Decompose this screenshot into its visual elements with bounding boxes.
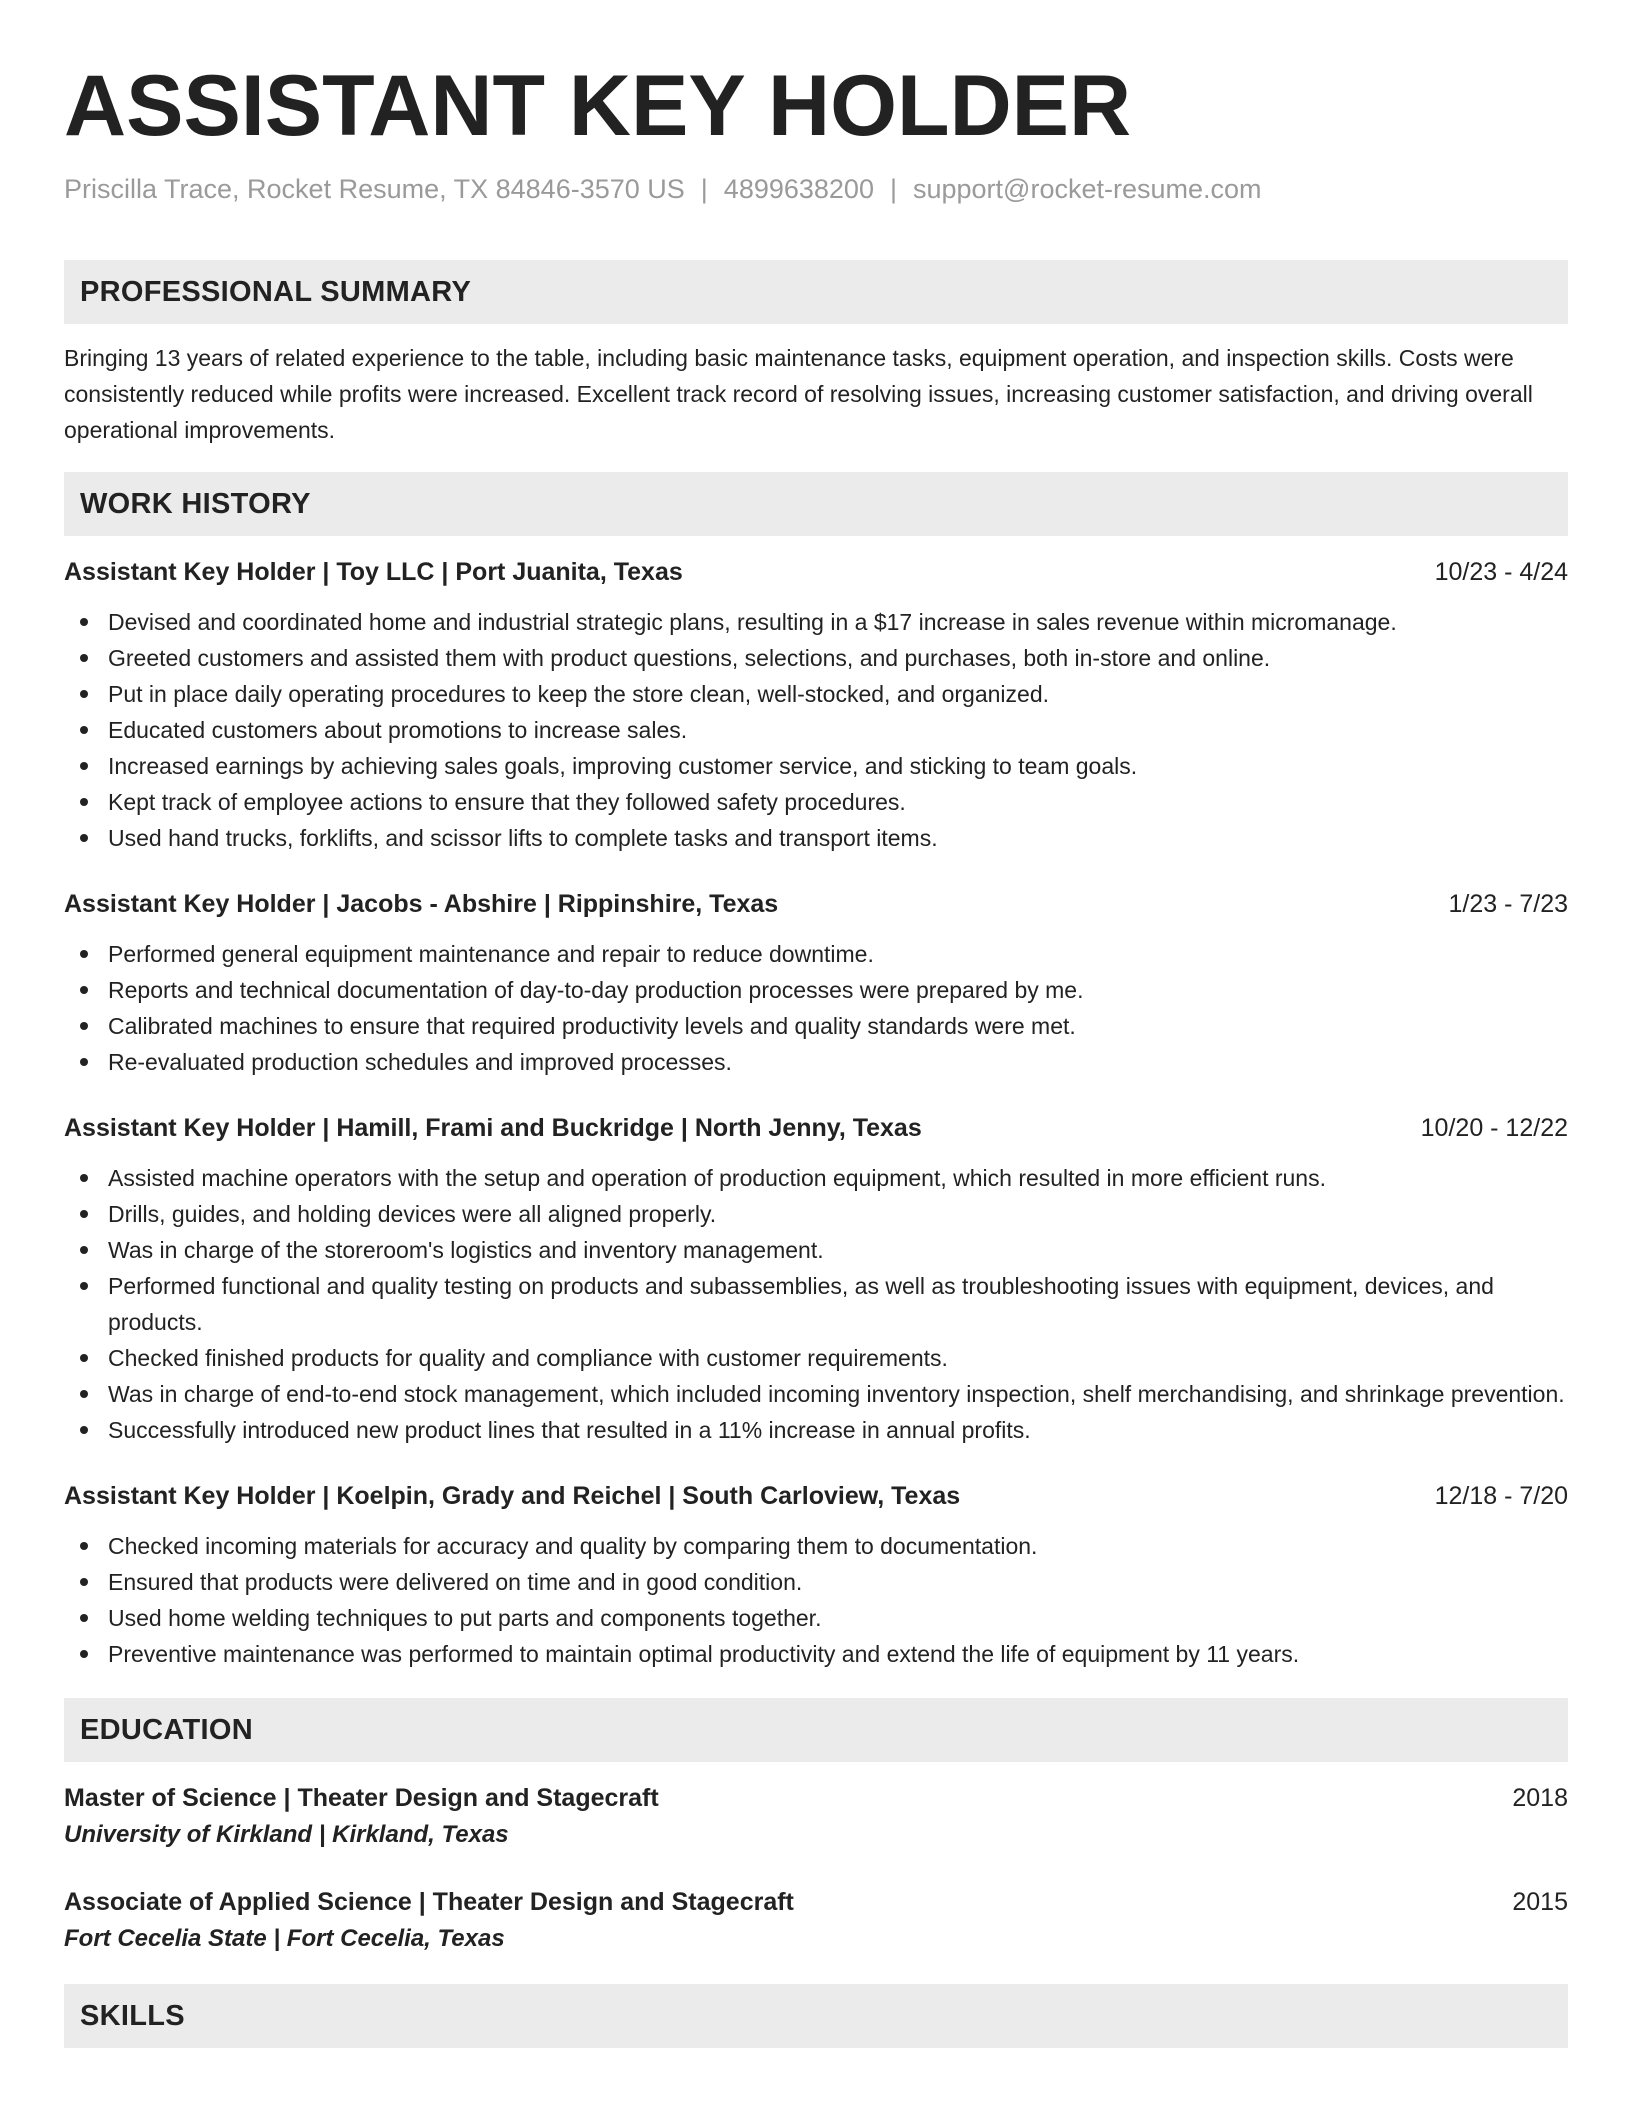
bullet-text: Drills, guides, and holding devices were all aligned properly.: [108, 1201, 717, 1227]
bullet-dot: [80, 950, 88, 958]
summary-text: Bringing 13 years of related experience to the table, including basic maintenance tasks, equipment operation, and inspection skills. Costs were consistently reduced while profits were increased. Excellent track record of resolving issues, increasing customer satisfaction, and driving overall operational improvements.: [64, 345, 1533, 443]
bullet-item: [108, 1376, 1568, 1412]
job-entry: [64, 1110, 1568, 1448]
bullet-dot: [80, 690, 88, 698]
bullet-text: Checked finished products for quality and compliance with customer requirements.: [108, 1345, 948, 1371]
job-bullets: [64, 936, 1568, 1080]
bullet-text: Performed general equipment maintenance and repair to reduce downtime.: [108, 941, 874, 967]
bullet-dot: [80, 1614, 88, 1622]
education-entry: [64, 1780, 1568, 1854]
bullet-text: Kept track of employee actions to ensure that they followed safety procedures.: [108, 789, 906, 815]
bullet-item: [108, 604, 1568, 640]
job-entry: [64, 886, 1568, 1080]
bullet-dot: [80, 1426, 88, 1434]
bullet-text: Calibrated machines to ensure that required productivity levels and quality standards were met.: [108, 1013, 1076, 1039]
bullet-item: [108, 1340, 1568, 1376]
bullet-item: [108, 676, 1568, 712]
bullet-dot: [80, 618, 88, 626]
education-header: [64, 1884, 1568, 1920]
bullet-dot: [80, 1390, 88, 1398]
contact-separator: |: [700, 174, 708, 204]
education-school: Fort Cecelia State | Fort Cecelia, Texas: [64, 1925, 505, 1952]
bullet-item: [108, 1196, 1568, 1232]
bullet-dot: [80, 1578, 88, 1586]
job-dates: 1/23 - 7/23: [1448, 890, 1568, 918]
contact-email: support@rocket-resume.com: [912, 174, 1262, 204]
job-bullets: [64, 1528, 1568, 1672]
bullet-item: [108, 1008, 1568, 1044]
bullet-item: [108, 1160, 1568, 1196]
bullet-dot: [80, 762, 88, 770]
bullet-dot: [80, 1058, 88, 1066]
section-header-skills: SKILLS: [64, 1984, 1568, 2048]
bullet-text: Ensured that products were delivered on time and in good condition.: [108, 1569, 803, 1595]
bullet-dot: [80, 654, 88, 662]
job-header: [64, 1110, 1568, 1146]
job-bullets: [64, 1160, 1568, 1448]
bullet-item: [108, 1044, 1568, 1080]
education-entry: [64, 1884, 1568, 1958]
education-header: [64, 1780, 1568, 1816]
bullet-dot: [80, 1210, 88, 1218]
job-title: Assistant Key Holder | Hamill, Frami and Buckridge | North Jenny, Texas: [64, 1114, 922, 1142]
bullet-text: Devised and coordinated home and industrial strategic plans, resulting in a $17 increase in sales revenue within micromanage.: [108, 609, 1397, 635]
bullet-item: [108, 1600, 1568, 1636]
job-bullets: [64, 604, 1568, 856]
bullet-item: [108, 820, 1568, 856]
bullet-text: Greeted customers and assisted them with product questions, selections, and purchases, both in-store and online.: [108, 645, 1271, 671]
job-dates: 12/18 - 7/20: [1434, 1482, 1568, 1510]
bullet-dot: [80, 726, 88, 734]
bullet-dot: [80, 798, 88, 806]
resume-page: [64, 0, 1568, 2048]
bullet-item: [108, 1232, 1568, 1268]
bullet-text: Preventive maintenance was performed to maintain optimal productivity and extend the life of equipment by 11 years.: [108, 1641, 1300, 1667]
section-header-education: EDUCATION: [64, 1698, 1568, 1762]
bullet-text: Increased earnings by achieving sales goals, improving customer service, and sticking to team goals.: [108, 753, 1138, 779]
contact-address: Priscilla Trace, Rocket Resume, TX 84846-3570 US: [64, 174, 685, 204]
job-entry: [64, 1478, 1568, 1672]
bullet-text: Was in charge of end-to-end stock management, which included incoming inventory inspection, shelf merchandising, and shrinkage prevention.: [108, 1381, 1565, 1407]
bullet-dot: [80, 1650, 88, 1658]
job-header: [64, 554, 1568, 590]
job-dates: 10/20 - 12/22: [1420, 1114, 1568, 1142]
bullet-dot: [80, 1354, 88, 1362]
job-title: Assistant Key Holder | Toy LLC | Port Juanita, Texas: [64, 558, 683, 586]
job-entry: [64, 554, 1568, 856]
bullet-dot: [80, 986, 88, 994]
education-degree: Master of Science | Theater Design and Stagecraft: [64, 1784, 659, 1812]
bullet-dot: [80, 1246, 88, 1254]
job-dates: 10/23 - 4/24: [1434, 558, 1568, 586]
bullet-item: [108, 1564, 1568, 1600]
job-header: [64, 886, 1568, 922]
bullet-dot: [80, 1022, 88, 1030]
job-title: Assistant Key Holder | Koelpin, Grady and Reichel | South Carloview, Texas: [64, 1482, 961, 1510]
bullet-item: [108, 972, 1568, 1008]
bullet-dot: [80, 1542, 88, 1550]
bullet-item: [108, 1528, 1568, 1564]
bullet-text: Assisted machine operators with the setup and operation of production equipment, which resulted in more efficient runs.: [108, 1165, 1326, 1191]
bullet-item: [108, 936, 1568, 972]
bullet-text: Re-evaluated production schedules and improved processes.: [108, 1049, 732, 1075]
bullet-text: Was in charge of the storeroom's logistics and inventory management.: [108, 1237, 824, 1263]
bullet-dot: [80, 1174, 88, 1182]
section-header-summary: PROFESSIONAL SUMMARY: [64, 260, 1568, 324]
education-degree: Associate of Applied Science | Theater Design and Stagecraft: [64, 1888, 794, 1916]
section-header-work-history: WORK HISTORY: [64, 472, 1568, 536]
contact-phone: 4899638200: [723, 174, 874, 204]
bullet-text: Put in place daily operating procedures to keep the store clean, well-stocked, and organized.: [108, 681, 1050, 707]
bullet-item: [108, 712, 1568, 748]
bullet-item: [108, 1268, 1568, 1340]
contact-line: [64, 172, 1568, 206]
bullet-text: Checked incoming materials for accuracy and quality by comparing them to documentation.: [108, 1533, 1038, 1559]
bullet-dot: [80, 834, 88, 842]
bullet-item: [108, 784, 1568, 820]
contact-separator: |: [889, 174, 897, 204]
bullet-item: [108, 1412, 1568, 1448]
bullet-text: Reports and technical documentation of day-to-day production processes were prepared by me.: [108, 977, 1084, 1003]
education-school: University of Kirkland | Kirkland, Texas: [64, 1821, 509, 1848]
education-year: 2015: [1512, 1888, 1568, 1916]
bullet-text: Successfully introduced new product lines that resulted in a 11% increase in annual profits.: [108, 1417, 1031, 1443]
bullet-text: Educated customers about promotions to increase sales.: [108, 717, 688, 743]
bullet-item: [108, 748, 1568, 784]
bullet-text: Performed functional and quality testing on products and subassemblies, as well as troubleshooting issues with equipment, devices, and products.: [108, 1273, 1494, 1335]
bullet-text: Used hand trucks, forklifts, and scissor lifts to complete tasks and transport items.: [108, 825, 938, 851]
job-title: Assistant Key Holder | Jacobs - Abshire | Rippinshire, Texas: [64, 890, 779, 918]
bullet-text: Used home welding techniques to put parts and components together.: [108, 1605, 822, 1631]
job-header: [64, 1478, 1568, 1514]
bullet-item: [108, 1636, 1568, 1672]
bullet-item: [108, 640, 1568, 676]
resume-title: ASSISTANT KEY HOLDER: [64, 58, 1132, 154]
bullet-dot: [80, 1282, 88, 1290]
education-year: 2018: [1512, 1784, 1568, 1812]
